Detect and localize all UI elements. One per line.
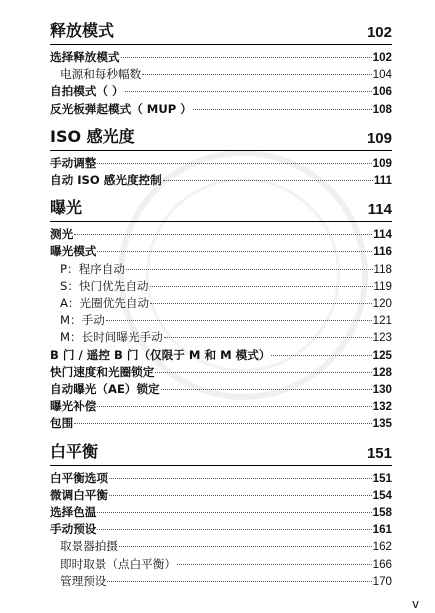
dot-leader	[163, 180, 373, 181]
entry-label: 取景器拍摄	[60, 539, 118, 554]
toc-entry[interactable]	[50, 226, 392, 243]
toc-entry[interactable]	[50, 504, 392, 521]
dot-leader	[150, 303, 372, 304]
entry-label: 反光板弹起模式（ MUP ）	[50, 101, 192, 116]
entry-label: 曝光补偿	[50, 399, 97, 414]
toc-entry[interactable]	[50, 66, 392, 83]
entry-page-number: 108	[372, 102, 392, 116]
dot-leader	[125, 91, 372, 92]
entry-page-number: 161	[372, 523, 392, 537]
toc-entry[interactable]	[50, 398, 392, 415]
section-page-number: 114	[367, 201, 392, 219]
entry-page-number: 104	[372, 68, 392, 82]
entry-label: 手动预设	[50, 522, 97, 537]
entry-label: B 门 / 遥控 B 门（仅限于 M 和 M 模式）	[50, 347, 271, 362]
entry-page-number: 135	[372, 417, 392, 431]
table-of-contents	[50, 18, 392, 596]
toc-entry[interactable]	[50, 155, 392, 172]
toc-section	[50, 439, 392, 590]
entry-page-number: 121	[372, 314, 392, 328]
entry-page-number: 170	[372, 574, 392, 588]
entry-page-number: 125	[372, 348, 392, 362]
entry-page-number: 118	[373, 262, 392, 276]
dot-leader	[97, 163, 371, 164]
section-heading[interactable]	[50, 18, 392, 45]
entry-page-number: 132	[372, 400, 392, 414]
dot-leader	[271, 355, 371, 356]
entry-label: 电源和每秒幅数	[60, 67, 142, 82]
dot-leader	[109, 495, 372, 496]
entry-label: 曝光模式	[50, 244, 97, 259]
entry-label: 选择色温	[50, 505, 97, 520]
section-page-number: 109	[366, 129, 392, 147]
dot-leader	[97, 512, 371, 513]
entry-label: 手动调整	[50, 155, 97, 170]
dot-leader	[193, 109, 372, 110]
toc-section	[50, 195, 392, 432]
entry-label: 快门速度和光圈锁定	[50, 364, 155, 379]
entry-label: P：程序自动	[60, 261, 125, 276]
dot-leader	[106, 320, 372, 321]
entry-label: 即时取景（点白平衡）	[60, 556, 176, 571]
toc-section	[50, 124, 392, 189]
toc-entry[interactable]	[50, 312, 392, 329]
entry-page-number: 128	[372, 365, 392, 379]
dot-leader	[119, 546, 372, 547]
dot-leader	[155, 372, 371, 373]
entry-page-number: 162	[372, 540, 392, 554]
entry-page-number: 109	[372, 156, 392, 170]
section-page-number: 102	[366, 24, 392, 41]
entry-label: 选择释放模式	[50, 50, 120, 64]
entry-label: M：手动	[60, 313, 105, 328]
entry-page-number: 166	[372, 557, 392, 571]
toc-entry[interactable]	[50, 521, 392, 538]
dot-leader	[109, 478, 372, 479]
toc-entry[interactable]	[50, 83, 392, 100]
entry-page-number: 123	[372, 331, 392, 345]
entry-label: M：长时间曝光手动	[60, 330, 163, 345]
entry-label: 白平衡选项	[50, 470, 108, 485]
toc-entry[interactable]	[50, 243, 392, 260]
toc-entry[interactable]	[50, 295, 392, 312]
toc-section	[50, 18, 392, 118]
section-title: ISO 感光度	[50, 126, 135, 146]
entry-label: 管理预设	[60, 573, 107, 588]
dot-leader	[164, 337, 372, 338]
entry-label: S：快门优先自动	[60, 278, 149, 293]
dot-leader	[126, 269, 373, 270]
entry-label: 包围	[50, 416, 74, 431]
toc-entry[interactable]	[50, 261, 392, 278]
entry-label: 测光	[50, 227, 74, 242]
entry-label: 自动 ISO 感光度控制	[50, 173, 162, 188]
entry-page-number: 119	[373, 279, 392, 293]
toc-entry[interactable]	[50, 538, 392, 555]
entry-label: 自动曝光（AE）锁定	[50, 382, 160, 397]
dot-leader	[121, 57, 372, 58]
entry-page-number: 158	[372, 506, 392, 520]
toc-entry[interactable]	[50, 487, 392, 504]
entry-label: A：光圈优先自动	[60, 296, 150, 311]
toc-entry[interactable]	[50, 172, 392, 189]
dot-leader	[97, 529, 371, 530]
entry-page-number: 120	[372, 297, 392, 311]
entry-label: 自拍模式（ ）	[50, 84, 124, 99]
dot-leader	[97, 251, 372, 252]
entry-page-number: 111	[373, 174, 392, 188]
section-heading[interactable]	[50, 195, 392, 222]
toc-entry[interactable]	[50, 347, 392, 364]
dot-leader	[74, 423, 371, 424]
toc-entry[interactable]	[50, 49, 392, 66]
entry-page-number: 106	[372, 85, 392, 99]
section-title: 释放模式	[50, 21, 115, 40]
page-corner-mark: v	[412, 597, 420, 611]
section-heading[interactable]	[50, 439, 392, 466]
entry-page-number: 116	[373, 245, 392, 259]
toc-entry[interactable]	[50, 364, 392, 381]
section-title: 曝光	[50, 198, 83, 218]
dot-leader	[142, 74, 371, 75]
toc-entry[interactable]	[50, 556, 392, 573]
toc-entry[interactable]	[50, 101, 392, 118]
dot-leader	[150, 286, 373, 287]
entry-page-number: 114	[373, 228, 392, 242]
section-title: 白平衡	[50, 441, 99, 461]
toc-entry[interactable]	[50, 470, 392, 487]
entry-label: 微调白平衡	[50, 487, 108, 502]
section-page-number: 151	[366, 444, 392, 462]
toc-entry[interactable]	[50, 381, 392, 398]
toc-entry[interactable]	[50, 278, 392, 295]
entry-page-number: 154	[372, 488, 392, 502]
entry-page-number: 130	[372, 383, 392, 397]
section-heading[interactable]	[50, 124, 392, 151]
entry-page-number: 151	[372, 471, 392, 485]
toc-entry[interactable]	[50, 573, 392, 590]
dot-leader	[74, 234, 372, 235]
dot-leader	[161, 389, 372, 390]
dot-leader	[97, 406, 371, 407]
dot-leader	[177, 564, 372, 565]
toc-entry[interactable]	[50, 415, 392, 432]
entry-page-number: 102	[372, 51, 392, 64]
toc-entry[interactable]	[50, 329, 392, 346]
dot-leader	[107, 581, 371, 582]
